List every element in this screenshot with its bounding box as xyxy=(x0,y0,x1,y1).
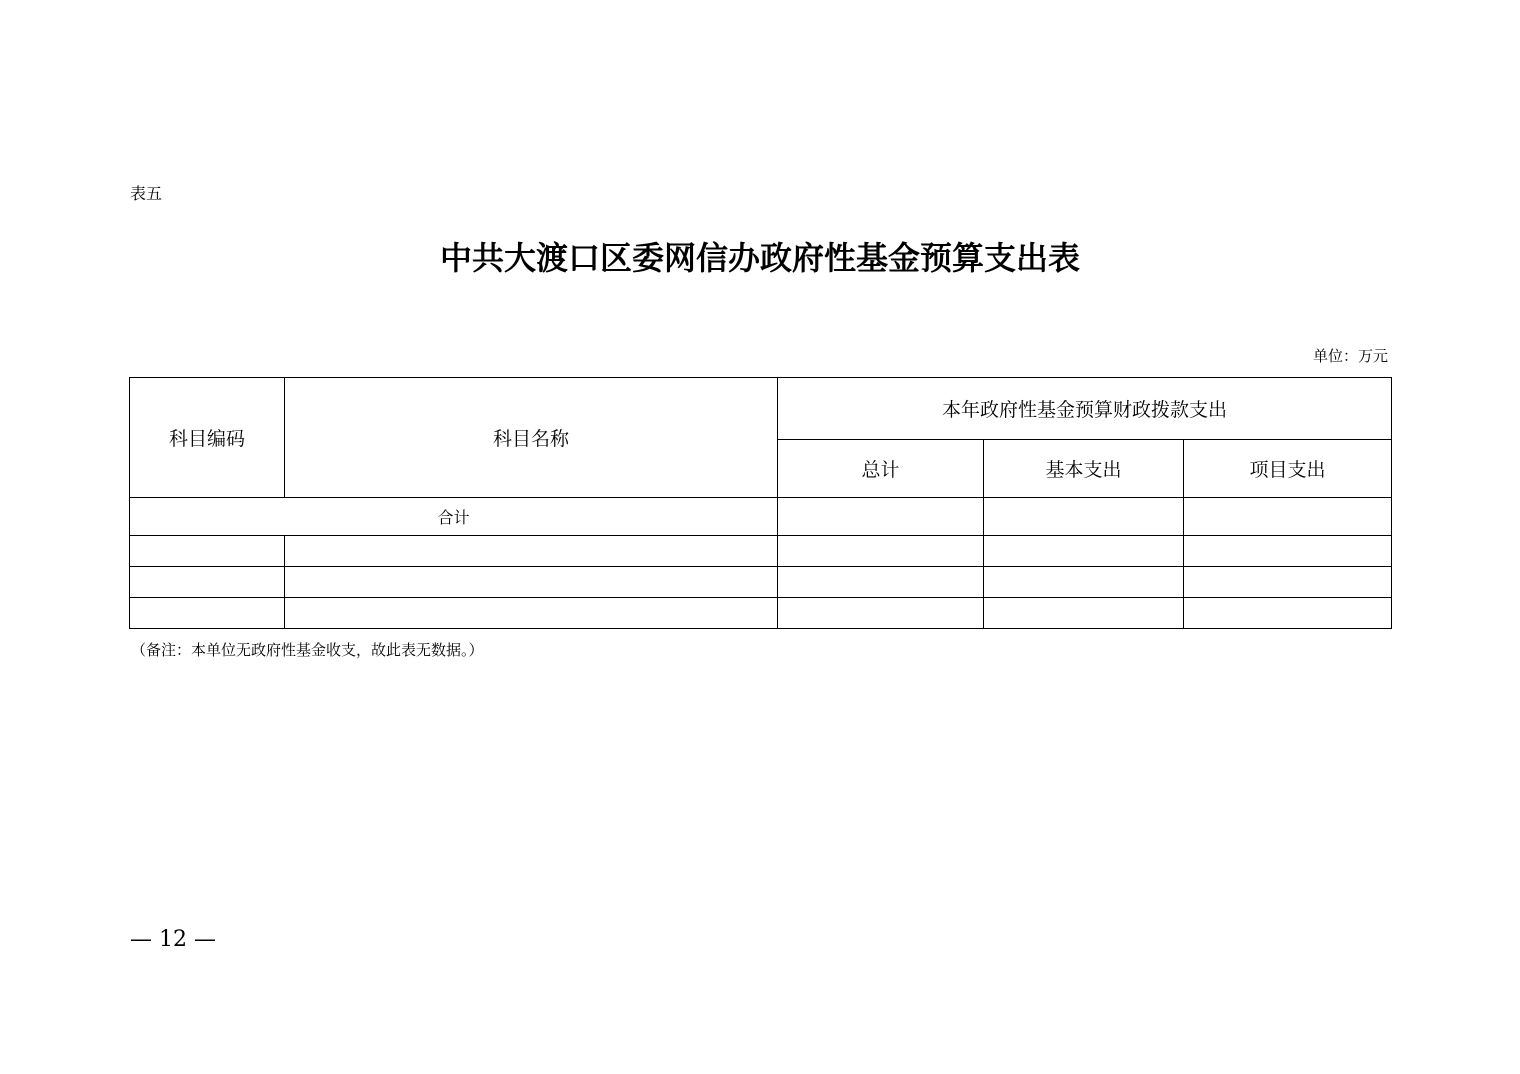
table-row xyxy=(130,536,1392,567)
total-row xyxy=(130,498,1392,536)
table-row xyxy=(130,598,1392,629)
row-basic-cell xyxy=(984,536,1184,567)
table-number-label: 表五 xyxy=(130,184,163,203)
row-project-cell xyxy=(1184,536,1392,567)
row-basic-cell xyxy=(984,567,1184,598)
total-row-basic-cell xyxy=(984,498,1184,536)
row-total-cell xyxy=(778,598,984,629)
total-row-label: 合计 xyxy=(130,498,778,536)
header-project-expenditure: 项目支出 xyxy=(1184,440,1392,498)
row-name-cell xyxy=(285,536,778,567)
page-number: — 12 — xyxy=(130,927,216,952)
row-code-cell xyxy=(130,598,285,629)
row-total-cell xyxy=(778,567,984,598)
header-basic-expenditure: 基本支出 xyxy=(984,440,1184,498)
header-subject-name: 科目名称 xyxy=(285,378,778,498)
total-row-total-cell xyxy=(778,498,984,536)
unit-label: 单位：万元 xyxy=(1312,347,1388,365)
row-project-cell xyxy=(1184,567,1392,598)
row-project-cell xyxy=(1184,598,1392,629)
header-fund-expenditure-group: 本年政府性基金预算财政拨款支出 xyxy=(778,378,1392,440)
table-row xyxy=(130,567,1392,598)
row-code-cell xyxy=(130,567,285,598)
row-total-cell xyxy=(778,536,984,567)
header-row-1 xyxy=(130,378,1392,440)
budget-table xyxy=(129,377,1392,629)
total-row-project-cell xyxy=(1184,498,1392,536)
row-name-cell xyxy=(285,567,778,598)
header-subject-code: 科目编码 xyxy=(130,378,285,498)
document-title: 中共大渡口区委网信办政府性基金预算支出表 xyxy=(439,239,1080,277)
row-basic-cell xyxy=(984,598,1184,629)
row-name-cell xyxy=(285,598,778,629)
row-code-cell xyxy=(130,536,285,567)
header-total: 总计 xyxy=(778,440,984,498)
footnote: （备注：本单位无政府性基金收支，故此表无数据。） xyxy=(131,641,484,659)
